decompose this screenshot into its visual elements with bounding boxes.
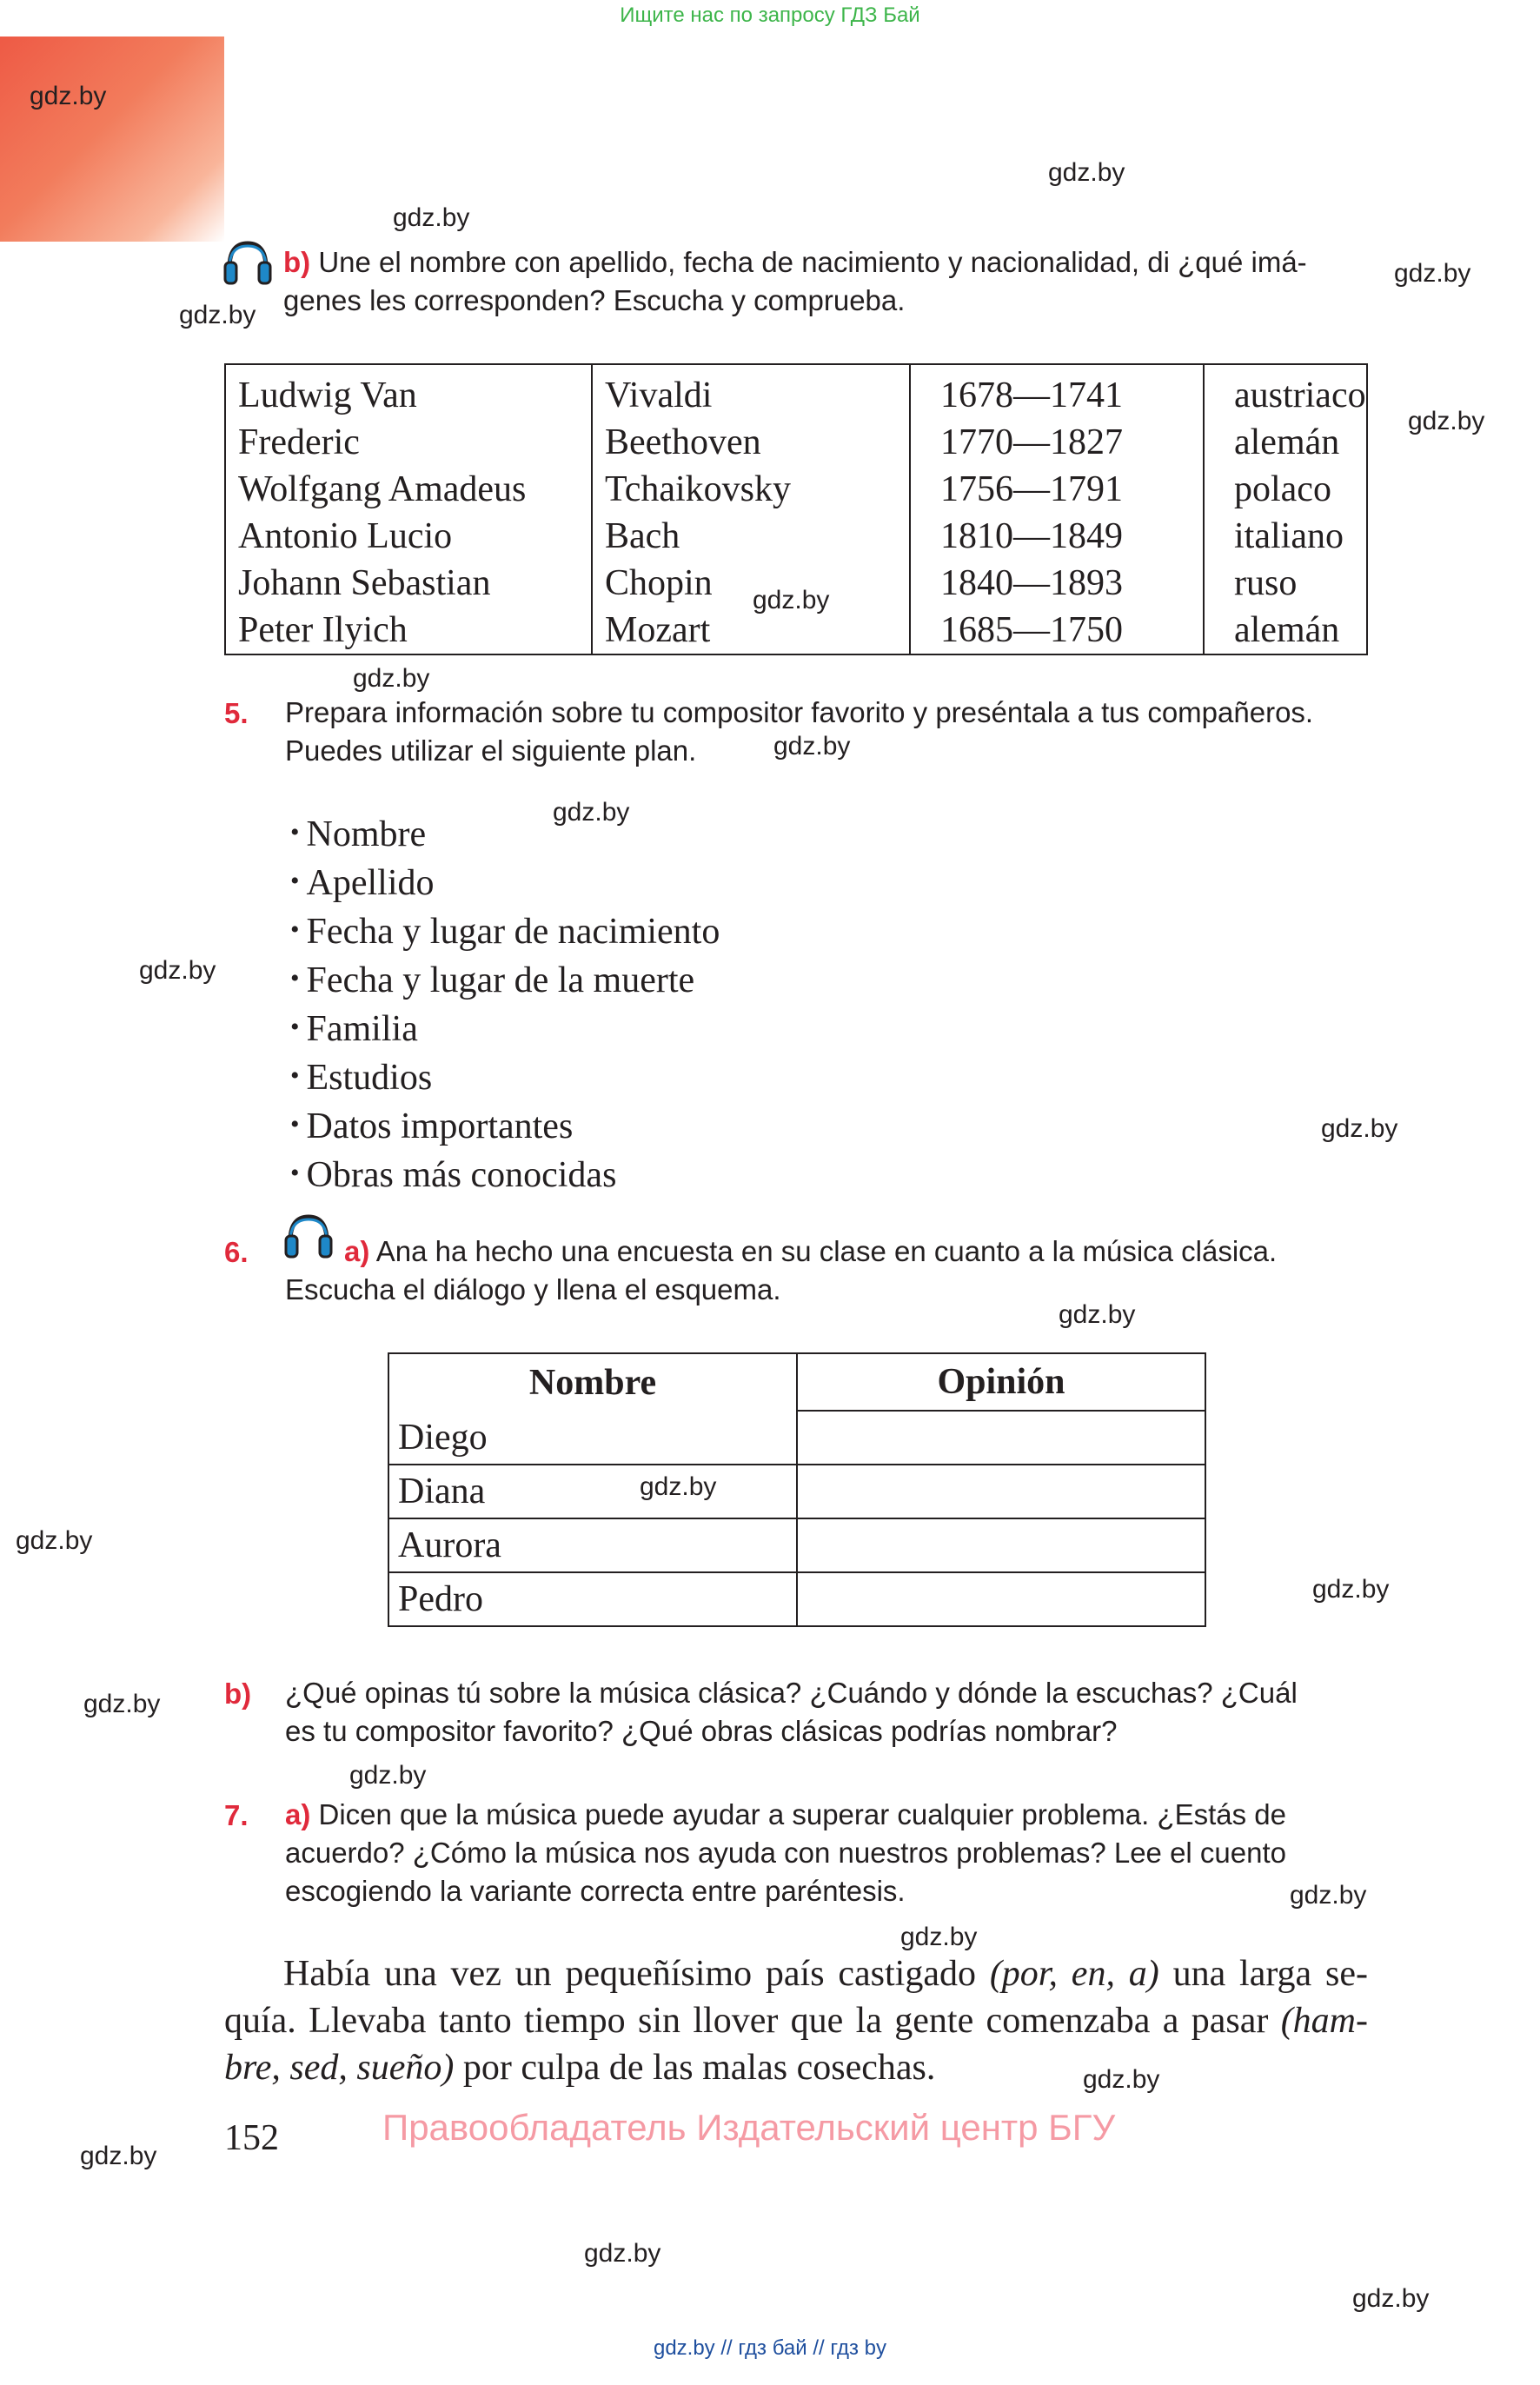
table-cell: ruso xyxy=(1234,563,1298,603)
exercise-7a-instructions xyxy=(285,1796,1371,1910)
plan-item: • Estudios xyxy=(290,1055,720,1104)
exercise-6b-line1: ¿Qué opinas tú sobre la música clásica? ¿Cuándo y dónde la escuchas? ¿Cuál xyxy=(285,1677,1298,1709)
watermark: gdz.by xyxy=(139,956,216,985)
table-cell: Aurora xyxy=(388,1518,797,1572)
table-cell: Pedro xyxy=(388,1572,797,1626)
table-cell: polaco xyxy=(1234,469,1331,509)
watermark: gdz.by xyxy=(179,301,256,329)
table-cell: Ludwig Van xyxy=(238,375,417,415)
table-cell: 1810—1849 xyxy=(940,516,1123,556)
copyright-notice: Правообладатель Издательский центр БГУ xyxy=(382,2107,1116,2148)
nationality-column xyxy=(1204,364,1367,654)
exercise-6-number: 6. xyxy=(224,1236,249,1268)
exercise-4b-instructions xyxy=(283,243,1370,320)
watermark: gdz.by xyxy=(1408,407,1485,435)
table-cell: alemán xyxy=(1234,422,1340,462)
table-header: Nombre xyxy=(388,1353,797,1411)
table-cell: Frederic xyxy=(238,422,360,462)
exercise-7a-part: a) xyxy=(285,1798,311,1830)
exercise-7a-line2: acuerdo? ¿Cómo la música nos ayuda con nuestros problemas? Lee el cuento xyxy=(285,1837,1287,1869)
story-text: por culpa de las malas cosechas. xyxy=(454,2048,936,2088)
watermark: gdz.by xyxy=(753,586,830,615)
exercise-6b-part: b) xyxy=(224,1677,252,1710)
watermark: gdz.by xyxy=(553,798,630,827)
table-cell: Mozart xyxy=(605,610,711,650)
watermark: gdz.by xyxy=(1321,1114,1398,1143)
table-cell: 1840—1893 xyxy=(940,563,1123,603)
corner-decoration xyxy=(0,37,224,242)
exercise-5-line2: Puedes utilizar el siguiente plan. xyxy=(285,734,697,767)
table-cell: Peter Ilyich xyxy=(238,610,408,650)
exercise-6a-line2: Escucha el diálogo y llena el esquema. xyxy=(285,1273,781,1305)
table-cell: Diego xyxy=(388,1411,797,1465)
watermark: gdz.by xyxy=(353,664,430,693)
footer-links[interactable]: gdz.by // гдз бай // гдз by xyxy=(653,2336,887,2360)
exercise-5-instructions xyxy=(285,694,1371,770)
story-option[interactable]: (ham-bre, sed, sueño) xyxy=(224,2001,1368,2088)
plan-item: • Familia xyxy=(290,1006,720,1055)
table-cell: Beethoven xyxy=(605,422,761,462)
story-option[interactable]: (por, en, a) xyxy=(989,1954,1159,1994)
plan-item: • Datos importantes xyxy=(290,1104,720,1153)
watermark: gdz.by xyxy=(640,1472,717,1501)
table-cell: 1770—1827 xyxy=(940,422,1123,462)
table-row xyxy=(388,1411,1205,1465)
table-cell: Diana xyxy=(388,1465,797,1518)
table-cell: Tchaikovsky xyxy=(605,469,792,509)
exercise-4b-line2: genes les corresponden? Escucha y comprueba. xyxy=(283,284,906,316)
plan-item: • Fecha y lugar de la muerte xyxy=(290,958,720,1006)
watermark: gdz.by xyxy=(393,203,470,232)
exercise-5-line1: Prepara información sobre tu compositor favorito y preséntala a tus compañeros. xyxy=(285,696,1314,728)
story-paragraph xyxy=(224,1950,1368,2091)
table-cell: 1685—1750 xyxy=(940,610,1123,650)
watermark: gdz.by xyxy=(1059,1300,1136,1329)
opinion-cell[interactable] xyxy=(797,1518,1205,1572)
exercise-6a-line1: Ana ha hecho una encuesta en su clase en cuanto a la música clásica. xyxy=(375,1235,1278,1267)
table-row xyxy=(388,1518,1205,1572)
watermark: gdz.by xyxy=(16,1526,93,1555)
plan-item: • Nombre xyxy=(290,812,720,860)
watermark: gdz.by xyxy=(1290,1881,1367,1910)
watermark: gdz.by xyxy=(1083,2065,1160,2094)
exercise-6a-part: a) xyxy=(344,1235,370,1267)
story-text: Había una vez un pequeñísimo país castigado xyxy=(283,1954,990,1994)
story-text: una larga se-quía. Llevaba tanto tiempo sin llover que la gente comenzaba a pasar xyxy=(224,1954,1368,2041)
watermark: gdz.by xyxy=(349,1761,427,1790)
corner-label: gdz.by xyxy=(30,82,107,110)
table-cell: Vivaldi xyxy=(605,375,713,415)
exercise-5-number: 5. xyxy=(224,697,249,729)
watermark: gdz.by xyxy=(584,2239,661,2268)
opinion-cell[interactable] xyxy=(797,1465,1205,1518)
watermark: gdz.by xyxy=(1394,259,1471,288)
watermark: gdz.by xyxy=(83,1690,161,1718)
table-cell: 1756—1791 xyxy=(940,469,1123,509)
exercise-4b-part: b) xyxy=(283,246,311,278)
table-row xyxy=(388,1465,1205,1518)
exercise-7a-line3: escogiendo la variante correcta entre paréntesis. xyxy=(285,1875,906,1907)
watermark: gdz.by xyxy=(80,2142,157,2170)
dates-column xyxy=(910,364,1204,654)
watermark: gdz.by xyxy=(1312,1575,1390,1604)
table-cell: Bach xyxy=(605,516,680,556)
plan-item: • Obras más conocidas xyxy=(290,1153,720,1201)
table-cell: alemán xyxy=(1234,610,1340,650)
headphones-icon xyxy=(222,238,273,285)
opinion-cell[interactable] xyxy=(797,1411,1205,1465)
watermark: gdz.by xyxy=(773,732,851,761)
watermark: gdz.by xyxy=(1352,2284,1430,2313)
plan-item: • Apellido xyxy=(290,860,720,909)
table-cell: Wolfgang Amadeus xyxy=(238,469,527,509)
table-row xyxy=(388,1572,1205,1626)
exercise-6b-instructions xyxy=(285,1674,1371,1751)
first-names-column xyxy=(225,364,592,654)
opinion-cell[interactable] xyxy=(797,1572,1205,1626)
table-cell: 1678—1741 xyxy=(940,375,1123,415)
opinion-table xyxy=(388,1352,1206,1627)
top-banner[interactable]: Ищите нас по запросу ГДЗ Бай xyxy=(620,3,920,27)
table-cell: Johann Sebastian xyxy=(238,563,491,603)
exercise-7-number: 7. xyxy=(224,1799,249,1831)
exercise-6b-line2: es tu compositor favorito? ¿Qué obras clásicas podrías nombrar? xyxy=(285,1715,1118,1747)
exercise-4b-line1: Une el nombre con apellido, fecha de nacimiento y nacionalidad, di ¿qué imá- xyxy=(318,246,1307,278)
surnames-column xyxy=(592,364,910,654)
table-header: Opinión xyxy=(797,1353,1205,1411)
watermark: gdz.by xyxy=(900,1923,978,1951)
exercise-7a-line1: Dicen que la música puede ayudar a superar cualquier problema. ¿Estás de xyxy=(318,1798,1286,1830)
table-cell: italiano xyxy=(1234,516,1344,556)
exercise-6a-instructions xyxy=(285,1232,1371,1309)
table-cell: austriaco xyxy=(1234,375,1366,415)
table-cell: Antonio Lucio xyxy=(238,516,453,556)
watermark: gdz.by xyxy=(1048,158,1125,187)
plan-list xyxy=(290,812,720,1201)
page-number: 152 xyxy=(224,2118,279,2158)
table-cell: Chopin xyxy=(605,563,713,603)
plan-item: • Fecha y lugar de nacimiento xyxy=(290,909,720,958)
